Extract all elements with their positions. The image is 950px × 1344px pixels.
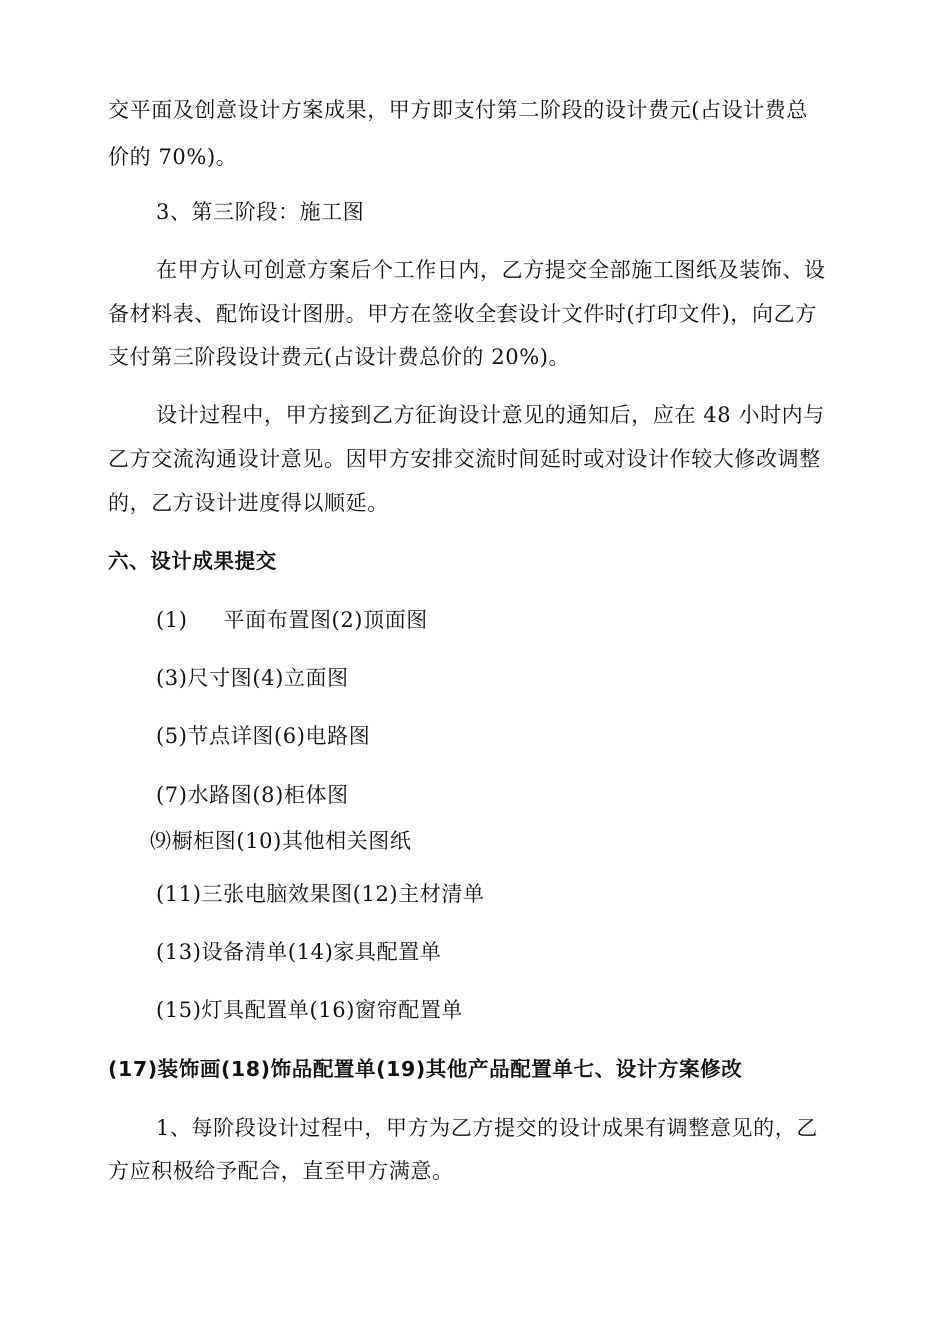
list-item: ⑼橱柜图(10)其他相关图纸 <box>150 829 412 853</box>
stage3-heading: 3、第三阶段：施工图 <box>156 200 365 224</box>
list-item: (11)三张电脑效果图(12)主材清单 <box>156 882 485 906</box>
section-heading: (17)装饰画(18)饰品配置单(19)其他产品配置单七、设计方案修改 <box>108 1057 743 1081</box>
paragraph-line: 备材料表、配饰设计图册。甲方在签收全套设计文件时(打印文件)，向乙方 <box>108 302 817 326</box>
list-item-text: 平面布置图(2)顶面图 <box>223 608 428 632</box>
list-item: (13)设备清单(14)家具配置单 <box>156 940 442 964</box>
list-item: (5)节点详图(6)电路图 <box>156 724 371 748</box>
paragraph-line: 交平面及创意设计方案成果，甲方即支付第二阶段的设计费元(占设计费总 <box>108 98 808 122</box>
section-heading: 六、设计成果提交 <box>108 549 277 573</box>
list-item: (3)尺寸图(4)立面图 <box>156 666 349 690</box>
paragraph-line: 乙方交流沟通设计意见。因甲方安排交流时间延时或对设计作较大修改调整 <box>108 447 821 471</box>
paragraph-line: 价的 70%)。 <box>108 145 238 169</box>
list-item-number: (1) <box>156 608 188 632</box>
paragraph-line: 支付第三阶段设计费元(占设计费总价的 20%)。 <box>108 345 571 369</box>
list-item: (7)水路图(8)柜体图 <box>156 783 349 807</box>
paragraph-line: 的，乙方设计进度得以顺延。 <box>108 491 389 515</box>
paragraph-line: 方应积极给予配合，直至甲方满意。 <box>108 1159 454 1183</box>
paragraph-line: 1、每阶段设计过程中，甲方为乙方提交的设计成果有调整意见的，乙 <box>156 1116 818 1140</box>
paragraph-line: 设计过程中，甲方接到乙方征询设计意见的通知后，应在 48 小时内与 <box>156 403 825 427</box>
list-item <box>156 606 428 634</box>
list-item: (15)灯具配置单(16)窗帘配置单 <box>156 998 464 1022</box>
paragraph-line: 在甲方认可创意方案后个工作日内，乙方提交全部施工图纸及装饰、设 <box>156 258 826 282</box>
